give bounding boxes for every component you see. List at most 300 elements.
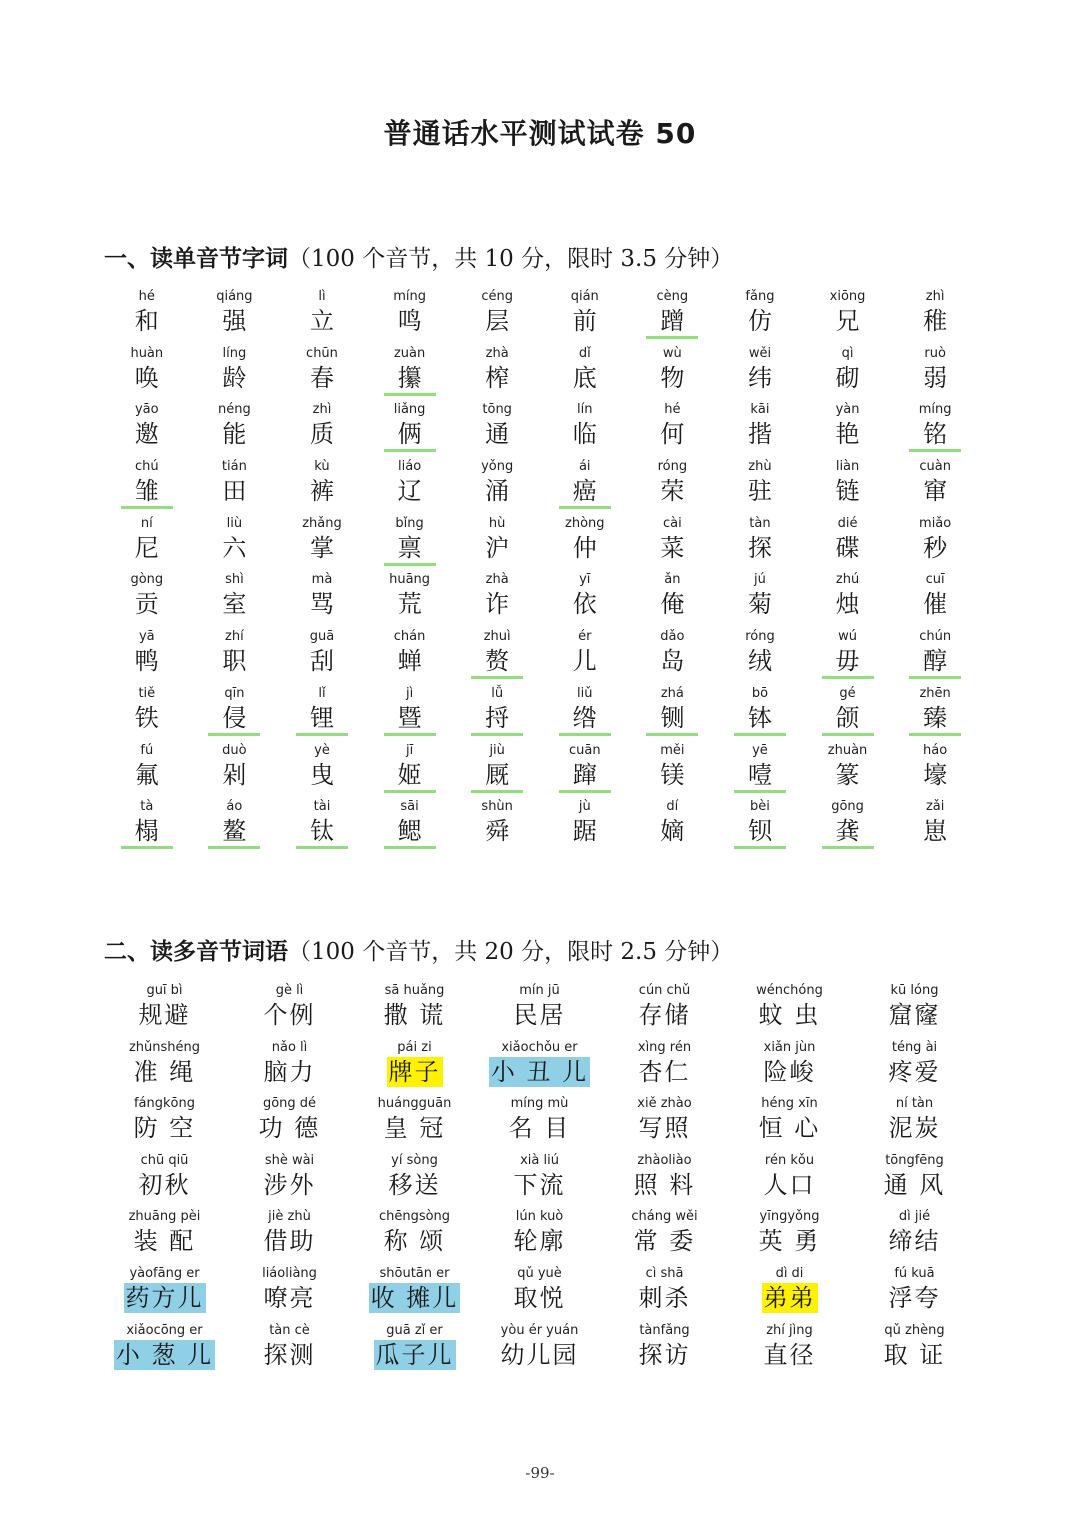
hanzi: 险峻 <box>763 1057 816 1086</box>
phrase-cell <box>727 982 852 1039</box>
pinyin: yē <box>752 742 768 758</box>
pinyin: áo <box>226 799 243 815</box>
pinyin: wú <box>838 629 857 645</box>
pinyin: guā zǐ er <box>386 1322 443 1338</box>
pinyin: zhì <box>925 289 945 304</box>
pinyin: tà <box>140 799 154 815</box>
pinyin: cuān <box>568 742 601 758</box>
hanzi: 底 <box>572 363 597 392</box>
hanzi: 催 <box>923 590 948 619</box>
hanzi: 质 <box>309 420 334 449</box>
hanzi: 秒 <box>923 533 948 562</box>
word-cell <box>891 345 979 402</box>
word-cell <box>541 685 629 742</box>
pinyin: zhà <box>485 572 509 588</box>
pinyin: liáoliàng <box>262 1265 317 1281</box>
phrase-cell <box>352 1322 477 1379</box>
word-cell <box>366 571 454 628</box>
hanzi: 立 <box>309 307 334 335</box>
pinyin: xìng rén <box>637 1039 692 1055</box>
word-cell <box>103 288 191 345</box>
hanzi: 醇 <box>909 646 961 679</box>
hanzi: 和 <box>134 307 159 335</box>
hanzi: 链 <box>835 477 860 506</box>
hanzi: 钛 <box>296 816 348 849</box>
hanzi: 绺 <box>559 703 611 736</box>
pinyin: yǒng <box>481 459 514 475</box>
phrase-cell <box>227 1039 352 1096</box>
word-cell <box>716 401 804 458</box>
hanzi: 辽 <box>397 477 422 506</box>
word-cell <box>278 798 366 855</box>
hanzi: 龚 <box>822 816 874 849</box>
hanzi: 鸣 <box>397 307 422 335</box>
hanzi: 室 <box>222 590 247 619</box>
pinyin: zhòng <box>565 515 605 531</box>
phrase-cell <box>727 1265 852 1322</box>
hanzi: 通 <box>485 420 510 449</box>
hanzi: 驻 <box>747 477 772 506</box>
word-cell <box>366 345 454 402</box>
hanzi: 脑力 <box>263 1057 316 1086</box>
phrase-cell <box>227 1208 352 1265</box>
word-cell <box>278 288 366 345</box>
pinyin: gé <box>839 685 856 701</box>
pinyin: chū qiū <box>140 1152 189 1168</box>
word-cell <box>191 798 279 855</box>
pinyin: bèi <box>750 799 770 815</box>
pinyin: céng <box>481 289 513 304</box>
hanzi: 能 <box>222 420 247 449</box>
pinyin: róng <box>745 629 775 645</box>
word-cell <box>453 628 541 685</box>
phrase-cell <box>352 1208 477 1265</box>
hanzi: 窜 <box>923 477 948 506</box>
word-cell <box>629 288 717 345</box>
word-cell <box>716 345 804 402</box>
word-cell <box>278 458 366 515</box>
page-title: 普通话水平测试试卷 50 <box>383 117 697 150</box>
word-cell <box>891 685 979 742</box>
pinyin: róng <box>657 459 688 475</box>
hanzi: 弟弟 <box>763 1283 816 1312</box>
hanzi: 田 <box>222 477 247 506</box>
phrase-cell <box>352 1039 477 1096</box>
pinyin: cuī <box>925 572 945 588</box>
word-cell <box>891 798 979 855</box>
word-cell <box>366 628 454 685</box>
pinyin: sā huǎng <box>384 983 445 998</box>
pinyin: héng xīn <box>761 1096 818 1112</box>
section1-note: （100 个音节，共 10 分，限时 3.5 分钟） <box>288 246 734 272</box>
hanzi: 钡 <box>734 816 786 849</box>
pinyin: dǎo <box>660 629 685 645</box>
word-cell <box>541 288 629 345</box>
word-cell <box>278 742 366 799</box>
phrase-cell <box>102 982 227 1039</box>
hanzi: 幼儿园 <box>500 1340 579 1369</box>
hanzi: 称 颂 <box>383 1227 446 1256</box>
hanzi: 雏 <box>121 476 173 509</box>
word-cell <box>891 742 979 799</box>
pinyin: zhàoliào <box>637 1152 692 1168</box>
hanzi: 榻 <box>121 816 173 849</box>
pinyin: jī <box>405 742 414 758</box>
word-cell <box>804 571 892 628</box>
pinyin: yòu ér yuán <box>500 1322 579 1338</box>
hanzi: 蝉 <box>397 647 422 676</box>
pinyin: zhà <box>485 345 509 361</box>
hanzi: 弱 <box>923 363 948 392</box>
hanzi: 探测 <box>263 1340 316 1369</box>
pinyin: rén kǒu <box>764 1152 815 1168</box>
hanzi: 个例 <box>263 1001 316 1029</box>
word-cell <box>541 458 629 515</box>
phrase-cell <box>852 1039 977 1096</box>
pinyin: tài <box>313 799 331 815</box>
pinyin: liàn <box>835 459 860 475</box>
hanzi: 菊 <box>747 590 772 619</box>
word-cell <box>366 288 454 345</box>
pinyin: kū lóng <box>890 983 939 998</box>
hanzi: 涌 <box>485 477 510 506</box>
word-cell <box>191 345 279 402</box>
hanzi: 噎 <box>734 760 786 793</box>
word-cell <box>103 742 191 799</box>
pinyin: zhēn <box>919 685 951 701</box>
pinyin: tián <box>221 459 247 475</box>
phrase-cell <box>727 1322 852 1379</box>
pinyin: jiù <box>489 742 505 758</box>
pinyin: měi <box>660 742 685 758</box>
phrase-cell <box>602 1208 727 1265</box>
pinyin: lǐ <box>318 685 326 701</box>
hanzi: 禀 <box>384 533 436 566</box>
hanzi: 绒 <box>747 647 772 676</box>
pinyin: dì jié <box>898 1209 931 1225</box>
word-cell <box>541 571 629 628</box>
word-cell <box>541 401 629 458</box>
word-cell <box>103 571 191 628</box>
section2-heading-text: 二、读多音节词语 <box>104 939 288 965</box>
hanzi: 蹿 <box>559 760 611 793</box>
pinyin: liǎng <box>393 402 426 418</box>
pinyin: néng <box>218 402 251 418</box>
word-cell <box>716 798 804 855</box>
word-cell <box>278 401 366 458</box>
pinyin: sāi <box>400 799 419 815</box>
hanzi: 揩 <box>747 420 772 449</box>
hanzi: 剁 <box>222 760 247 789</box>
phrase-cell <box>352 1152 477 1209</box>
hanzi: 职 <box>222 647 247 676</box>
pinyin: zhì <box>312 402 332 418</box>
phrase-cell <box>602 1322 727 1379</box>
word-cell <box>453 685 541 742</box>
pinyin: téng ài <box>891 1039 938 1055</box>
pinyin: tàn cè <box>269 1322 310 1338</box>
word-cell <box>629 401 717 458</box>
pinyin: míng <box>918 402 952 418</box>
pinyin: xiě zhào <box>637 1096 692 1112</box>
hanzi: 俺 <box>660 590 685 619</box>
pinyin: zuàn <box>393 345 426 361</box>
phrase-cell <box>102 1265 227 1322</box>
pinyin: dié <box>837 515 858 531</box>
word-cell <box>716 685 804 742</box>
hanzi: 泥炭 <box>888 1114 941 1143</box>
hanzi: 毋 <box>822 646 874 679</box>
word-cell <box>191 571 279 628</box>
pinyin: lún kuò <box>515 1209 564 1225</box>
pinyin: fú kuā <box>894 1265 935 1281</box>
word-cell <box>804 798 892 855</box>
pinyin: zhú <box>835 572 860 588</box>
hanzi: 铁 <box>134 703 159 732</box>
pinyin: tànfǎng <box>639 1322 690 1338</box>
pinyin: cài <box>662 515 682 531</box>
pinyin: zhù <box>748 459 772 475</box>
phrase-cell <box>477 1039 602 1096</box>
pinyin: shōutān er <box>379 1265 450 1281</box>
word-cell <box>629 798 717 855</box>
hanzi: 恒 心 <box>758 1114 821 1143</box>
phrase-cell <box>227 1152 352 1209</box>
pinyin: ruò <box>924 345 946 361</box>
pinyin: yī <box>579 572 591 588</box>
hanzi: 钵 <box>734 703 786 736</box>
pinyin: yīngyǒng <box>759 1209 820 1225</box>
hanzi: 物 <box>660 363 685 392</box>
pinyin: xiǎocōng er <box>126 1322 203 1338</box>
word-cell <box>716 742 804 799</box>
word-cell <box>366 685 454 742</box>
phrase-cell <box>477 1152 602 1209</box>
hanzi: 骂 <box>309 590 334 619</box>
pinyin: shè wài <box>264 1152 315 1168</box>
pinyin: zǎi <box>925 799 945 815</box>
hanzi: 春 <box>309 363 334 392</box>
hanzi: 碟 <box>835 533 860 562</box>
phrase-cell <box>477 982 602 1039</box>
phrase-cell <box>227 1095 352 1152</box>
hanzi: 疼爱 <box>888 1057 941 1086</box>
hanzi: 稚 <box>923 307 948 335</box>
phrase-cell <box>352 1095 477 1152</box>
hanzi: 装 配 <box>133 1227 196 1256</box>
hanzi: 曳 <box>309 760 334 789</box>
pinyin: miǎo <box>919 515 952 531</box>
word-cell <box>191 288 279 345</box>
pinyin: yè <box>314 742 330 758</box>
hanzi: 窟窿 <box>888 1001 941 1029</box>
hanzi: 写照 <box>638 1114 691 1143</box>
word-cell <box>629 685 717 742</box>
hanzi: 存储 <box>638 1001 691 1029</box>
pinyin: nǎo lì <box>271 1039 308 1055</box>
pinyin: jiè zhù <box>268 1209 311 1225</box>
hanzi: 药方儿 <box>125 1283 204 1312</box>
pinyin: liù <box>226 515 243 531</box>
hanzi: 篆 <box>835 760 860 789</box>
hanzi: 防 空 <box>133 1114 196 1143</box>
hanzi: 皇 冠 <box>383 1114 446 1143</box>
hanzi: 踞 <box>572 817 597 846</box>
pinyin: wénchóng <box>756 983 823 998</box>
word-cell <box>716 288 804 345</box>
hanzi: 榨 <box>485 363 510 392</box>
word-cell <box>891 571 979 628</box>
hanzi: 鸭 <box>134 647 159 676</box>
hanzi: 龄 <box>222 363 247 392</box>
phrase-cell <box>352 982 477 1039</box>
pinyin: jú <box>754 572 766 588</box>
hanzi: 铭 <box>909 419 961 452</box>
pinyin: duò <box>222 742 247 758</box>
hanzi: 氟 <box>134 760 159 789</box>
pinyin: lì <box>318 289 326 304</box>
section2-note: （100 个音节，共 20 分，限时 2.5 分钟） <box>288 939 734 965</box>
hanzi: 赘 <box>471 646 523 679</box>
hanzi: 强 <box>222 307 247 335</box>
word-cell <box>629 345 717 402</box>
pinyin: huángguān <box>377 1096 452 1112</box>
hanzi: 小 丑 儿 <box>490 1057 589 1086</box>
pinyin: qīn <box>224 685 245 701</box>
hanzi: 镁 <box>660 760 685 789</box>
pinyin: cún chǔ <box>638 983 691 998</box>
phrase-cell <box>727 1208 852 1265</box>
hanzi: 取悦 <box>513 1283 566 1312</box>
pinyin: xiǎochǒu er <box>501 1039 578 1055</box>
hanzi: 常 委 <box>633 1227 696 1256</box>
pinyin: chú <box>134 459 159 475</box>
hanzi: 何 <box>660 420 685 449</box>
word-cell <box>191 628 279 685</box>
hanzi: 刮 <box>309 647 334 676</box>
pinyin: huàn <box>130 345 164 361</box>
pinyin: ái <box>578 459 591 475</box>
pinyin: zhuì <box>483 629 511 645</box>
word-cell <box>453 515 541 572</box>
hanzi: 舜 <box>485 817 510 846</box>
hanzi: 贡 <box>134 590 159 619</box>
phrase-cell <box>102 1322 227 1379</box>
pinyin: mà <box>311 572 333 588</box>
phrase-cell <box>602 1265 727 1322</box>
phrase-cell <box>727 1039 852 1096</box>
pinyin: bǐng <box>395 515 424 531</box>
word-cell <box>191 401 279 458</box>
phrase-cell <box>227 1265 352 1322</box>
pinyin: hù <box>488 515 506 531</box>
phrase-cell <box>852 1095 977 1152</box>
pinyin: tōngfēng <box>885 1152 944 1168</box>
pinyin: yāo <box>134 402 159 418</box>
pinyin: jù <box>578 799 591 815</box>
hanzi: 厩 <box>471 760 523 793</box>
pinyin: cì shā <box>645 1265 684 1281</box>
pinyin: fú <box>140 742 154 758</box>
hanzi: 通 风 <box>883 1170 946 1199</box>
pinyin: qǔ yuè <box>517 1265 562 1281</box>
hanzi: 臻 <box>909 703 961 736</box>
hanzi: 荣 <box>660 477 685 506</box>
hanzi: 前 <box>572 307 597 335</box>
multi-syllable-grid <box>102 982 978 1378</box>
pinyin: zhǔnshéng <box>128 1039 201 1055</box>
pinyin: cèng <box>656 289 689 304</box>
word-cell <box>804 345 892 402</box>
hanzi: 功 德 <box>258 1114 321 1143</box>
single-syllable-grid <box>103 288 979 855</box>
phrase-cell <box>727 1152 852 1209</box>
word-cell <box>103 628 191 685</box>
pinyin: bō <box>751 685 769 701</box>
section1-heading-text: 一、读单音节字词 <box>104 246 288 272</box>
hanzi: 俩 <box>384 419 436 452</box>
hanzi: 轮廓 <box>513 1227 566 1256</box>
hanzi: 小 葱 儿 <box>115 1340 214 1369</box>
pinyin: zhí jìng <box>766 1322 813 1338</box>
pinyin: guā <box>309 629 335 645</box>
pinyin: dì di <box>775 1265 804 1281</box>
word-cell <box>103 345 191 402</box>
hanzi: 砌 <box>835 363 860 392</box>
hanzi: 初秋 <box>138 1170 191 1199</box>
pinyin: shì <box>225 572 244 588</box>
hanzi: 直径 <box>763 1340 816 1369</box>
hanzi: 鳃 <box>384 816 436 849</box>
pinyin: lín <box>577 402 593 418</box>
pinyin: cháng wěi <box>631 1209 698 1225</box>
word-cell <box>891 628 979 685</box>
pinyin: chán <box>393 629 426 645</box>
hanzi: 菜 <box>660 533 685 562</box>
pinyin: shùn <box>481 799 513 815</box>
hanzi: 民居 <box>513 1001 566 1029</box>
word-cell <box>366 515 454 572</box>
word-cell <box>103 798 191 855</box>
word-cell <box>716 628 804 685</box>
pinyin: tàn <box>749 515 771 531</box>
pinyin: hé <box>664 402 681 418</box>
pinyin: dǐ <box>578 345 591 361</box>
hanzi: 探访 <box>638 1340 691 1369</box>
hanzi: 攥 <box>384 363 436 396</box>
phrase-cell <box>852 982 977 1039</box>
phrase-cell <box>102 1152 227 1209</box>
phrase-cell <box>602 1039 727 1096</box>
hanzi: 准 绳 <box>133 1057 196 1086</box>
hanzi: 英 勇 <box>758 1227 821 1256</box>
pinyin: lǚ <box>491 685 504 701</box>
word-cell <box>278 515 366 572</box>
phrase-cell <box>102 1095 227 1152</box>
pinyin: dí <box>666 799 679 815</box>
word-cell <box>453 288 541 345</box>
word-cell <box>366 742 454 799</box>
pinyin: ǎn <box>664 572 681 588</box>
hanzi: 诈 <box>485 590 510 619</box>
word-cell <box>891 288 979 345</box>
hanzi: 移送 <box>388 1170 441 1199</box>
pinyin: liáo <box>398 459 422 475</box>
hanzi: 名 目 <box>508 1114 571 1143</box>
hanzi: 蹭 <box>646 306 698 339</box>
pinyin: gè lì <box>275 983 304 998</box>
word-cell <box>629 742 717 799</box>
